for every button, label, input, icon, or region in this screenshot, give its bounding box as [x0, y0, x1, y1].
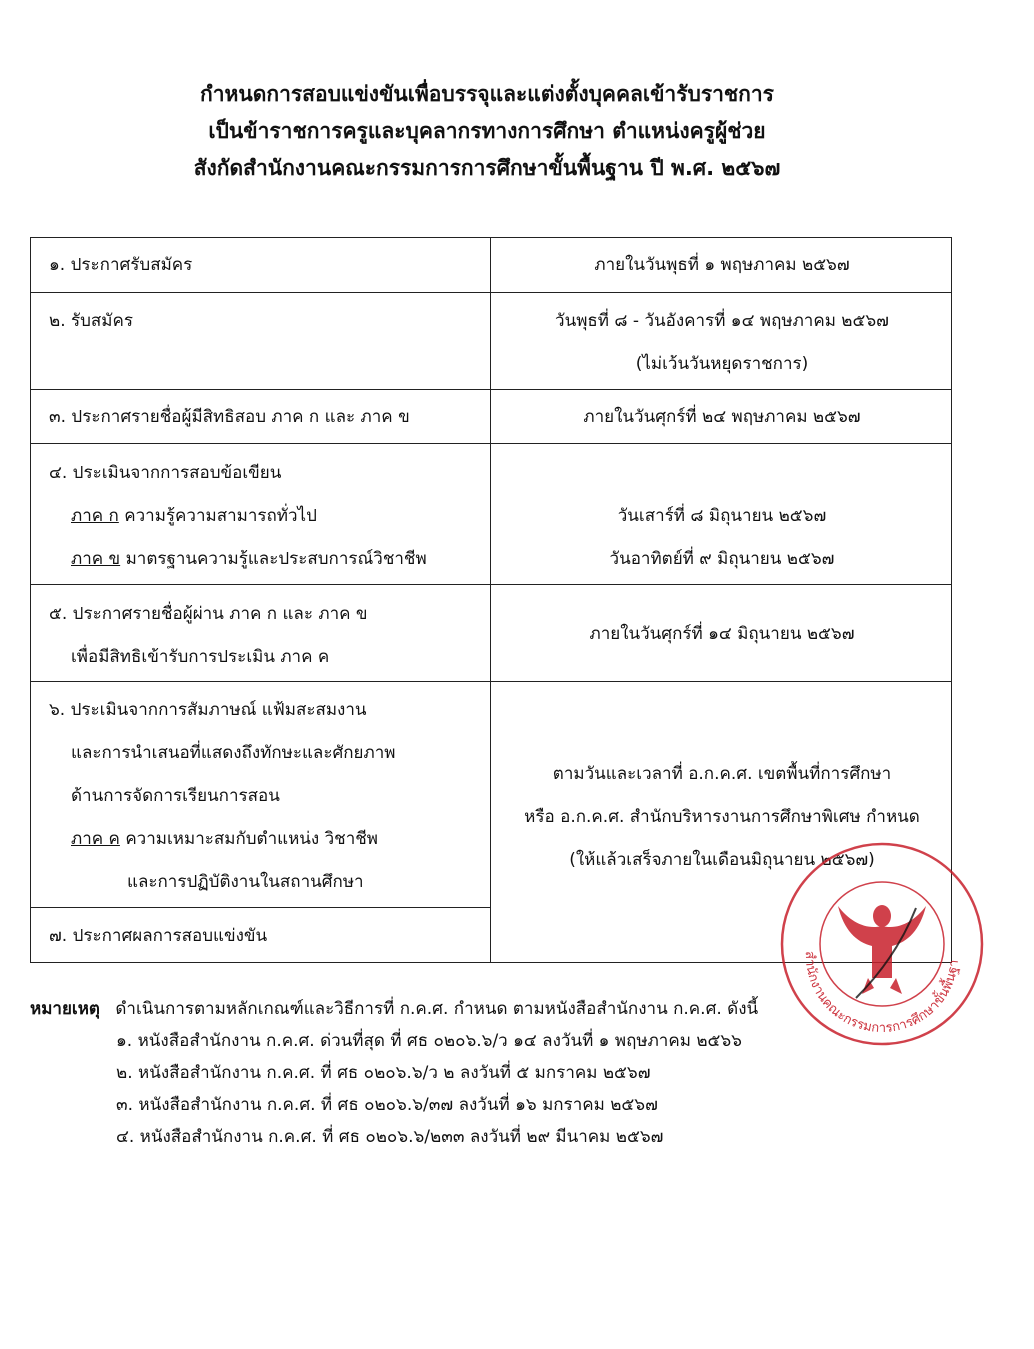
part-a-text: ความรู้ความสามารถทั่วไป: [124, 506, 317, 526]
row-divider: [31, 584, 951, 585]
notes-intro-line: [30, 993, 850, 1025]
seal-text: สำนักงานคณะกรรมการการศึกษาขั้นพื้นฐา: [801, 950, 962, 1036]
title-line-3: สังกัดสำนักงานคณะกรรมการการศึกษาขั้นพื้นฐาน ปี พ.ศ. ๒๕๖๗: [193, 156, 781, 180]
row-3-date: ภายในวันศุกร์ที่ ๒๔ พฤษภาคม ๒๕๖๗: [583, 407, 861, 427]
row-5-step: ๕. ประกาศรายชื่อผู้ผ่าน ภาค ก และ ภาค ข เพื่อมีสิทธิเข้ารับการประเมิน ภาค ค: [49, 604, 368, 667]
garuda-emblem-icon: [776, 838, 988, 1050]
notes-label: หมายเหตุ: [30, 999, 100, 1019]
part-c-line: [49, 818, 479, 861]
title-line-1: กำหนดการสอบแข่งขันเพื่อบรรจุและแต่งตั้งบุคคลเข้ารับราชการ: [200, 82, 774, 106]
official-seal-stamp: [776, 838, 988, 1050]
row-3-step: ๓. ประกาศรายชื่อผู้มีสิทธิสอบ ภาค ก และ ภาค ข: [49, 407, 410, 427]
row-2-date: วันพุธที่ ๘ - วันอังคารที่ ๑๔ พฤษภาคม ๒๕๖๗ (ไม่เว้นวันหยุดราชการ): [555, 311, 889, 374]
row-divider: [31, 907, 491, 908]
row-divider: [31, 292, 951, 293]
row-6-date: ตามวันและเวลาที่ อ.ก.ค.ศ. เขตพื้นที่การศึกษา หรือ อ.ก.ค.ศ. สำนักบริหารงานการศึกษาพิเศษ กำหนด (ให้แล้วเสร็จภายในเดือนมิถุนายน ๒๕๖๗): [524, 764, 920, 870]
note-item: ๔. หนังสือสำนักงาน ก.ค.ศ. ที่ ศธ ๐๒๐๖.๖/๒๓๓ ลงวันที่ ๒๙ มีนาคม ๒๕๖๗: [116, 1127, 664, 1147]
row-4-step: ๔. ประเมินจากการสอบข้อเขียน ภาค ก ความรู้ความสามารถทั่วไป ภาค ข มาตรฐานความรู้และประสบการณ์วิชาชีพ: [49, 452, 479, 581]
notes-section: [30, 993, 850, 1153]
row-1-date: ภายในวันพุธที่ ๑ พฤษภาคม ๒๕๖๗: [594, 255, 850, 275]
part-a-line: [49, 495, 479, 538]
row-divider: [31, 389, 951, 390]
part-b-line: [49, 538, 479, 581]
column-divider: [490, 238, 491, 962]
row-divider: [31, 443, 951, 444]
row-divider: [31, 681, 951, 682]
part-c-label: ภาค ค: [71, 829, 120, 849]
title-line-2: เป็นข้าราชการครูและบุคลากรทางการศึกษา ตำแหน่งครูผู้ช่วย: [208, 119, 766, 143]
notes-intro: ดำเนินการตามหลักเกณฑ์และวิธีการที่ ก.ค.ศ. กำหนด ตามหนังสือสำนักงาน ก.ค.ศ. ดังนี้: [115, 999, 759, 1019]
row-7-step: ๗. ประกาศผลการสอบแข่งขัน: [49, 926, 268, 946]
part-b-text: มาตรฐานความรู้และประสบการณ์วิชาชีพ: [125, 549, 427, 569]
note-item: ๒. หนังสือสำนักงาน ก.ค.ศ. ที่ ศธ ๐๒๐๖.๖/ว ๒ ลงวันที่ ๕ มกราคม ๒๕๖๗: [116, 1063, 651, 1083]
note-item: ๓. หนังสือสำนักงาน ก.ค.ศ. ที่ ศธ ๐๒๐๖.๖/๓๗ ลงวันที่ ๑๖ มกราคม ๒๕๖๗: [116, 1095, 658, 1115]
row-2-step: ๒. รับสมัคร: [49, 311, 134, 331]
part-b-label: ภาค ข: [71, 549, 121, 569]
part-c-text: ความเหมาะสมกับตำแหน่ง วิชาชีพ: [125, 829, 378, 849]
row-6-step: ๖. ประเมินจากการสัมภาษณ์ แฟ้มสะสมงาน และการนำเสนอที่แสดงถึงทักษะและศักยภาพ ด้านการจัดการเรียนการสอน ภาค ค ความเหมาะสมกับตำแหน่ง วิชาชีพ และการปฏิบัติงานในสถานศึกษา: [49, 689, 479, 904]
note-item: ๑. หนังสือสำนักงาน ก.ค.ศ. ด่วนที่สุด ที่ ศธ ๐๒๐๖.๖/ว ๑๔ ลงวันที่ ๑ พฤษภาคม ๒๕๖๖: [116, 1031, 742, 1051]
row-1-step: ๑. ประกาศรับสมัคร: [49, 255, 193, 275]
document-title: [120, 76, 854, 187]
part-c-text-2: และการปฏิบัติงานในสถานศึกษา: [127, 872, 364, 892]
row-5-date: ภายในวันศุกร์ที่ ๑๔ มิถุนายน ๒๕๖๗: [589, 624, 855, 644]
row-4-date: วันเสาร์ที่ ๘ มิถุนายน ๒๕๖๗ วันอาทิตย์ที่ ๙ มิถุนายน ๒๕๖๗: [609, 506, 835, 569]
part-a-label: ภาค ก: [71, 506, 119, 526]
